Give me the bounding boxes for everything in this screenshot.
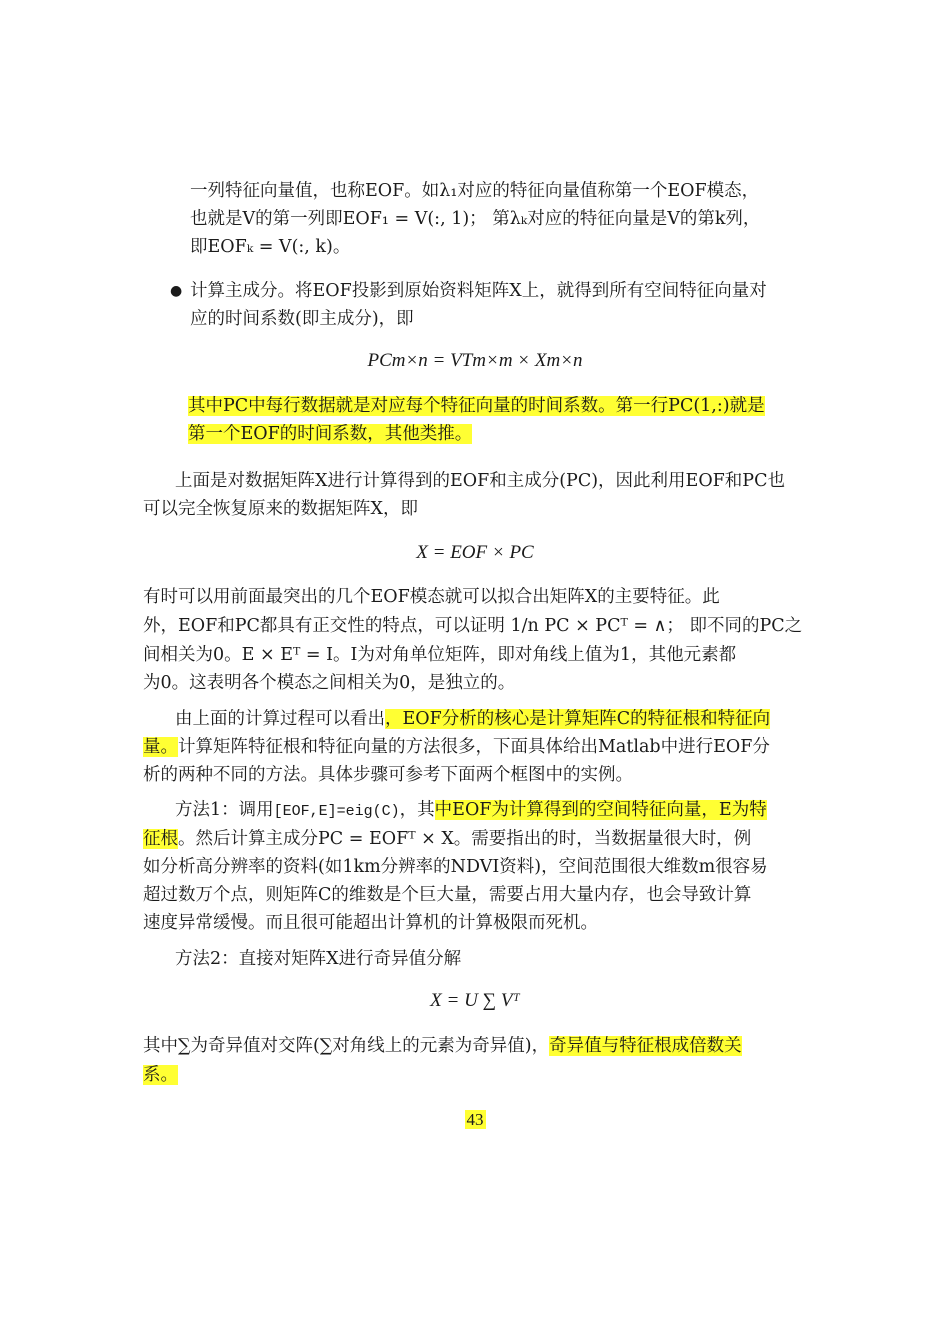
bullet-line2: 应的时间系数(即主成分)，即 xyxy=(190,309,414,329)
para2-line1: 有时可以用前面最突出的几个EOF模态就可以拟合出矩阵X的主要特征。此 xyxy=(143,587,720,607)
para2-line4: 为0。这表明各个模态之间相关为0，是独立的。 xyxy=(143,673,516,693)
method2-line3: 系。 xyxy=(143,1065,178,1085)
highlight-line1: 其中PC中每行数据就是对应每个特征向量的时间系数。第一行PC(1,:)就是 xyxy=(188,396,765,416)
block1-line1: 一列特征向量值，也称EOF。如λ₁对应的特征向量值称第一个EOF模态， xyxy=(190,181,760,201)
page-number: 43 xyxy=(466,1110,484,1129)
para3-line2: 量。计算矩阵特征根和特征向量的方法很多，下面具体给出Matlab中进行EOF分 xyxy=(143,737,770,757)
block1-line3: 即EOFₖ = V(:, k)。 xyxy=(190,237,351,257)
block1-line2: 也就是V的第一列即EOF₁ = V(:, 1)； 第λₖ对应的特征向量是V的第k列， xyxy=(190,209,761,229)
para3-line1: 由上面的计算过程可以看出，EOF分析的核心是计算矩阵C的特征根和特征向 xyxy=(175,709,771,729)
method1-line5: 速度异常缓慢。而且很可能超出计算机的计算极限而死机。 xyxy=(143,913,598,933)
para1-line2: 可以完全恢复原来的数据矩阵X，即 xyxy=(143,499,418,519)
equation-svd: X = U ∑ Vᵀ xyxy=(430,990,520,1011)
para3-line3: 析的两种不同的方法。具体步骤可参考下面两个框图中的实例。 xyxy=(143,765,633,785)
method1-line4: 超过数万个点，则矩阵C的维数是个巨大量，需要占用大量内存，也会导致计算 xyxy=(143,885,752,905)
method1-line3: 如分析高分辨率的资料(如1km分辨率的NDVI资料)，空间范围很大维数m很容易 xyxy=(143,857,768,877)
bullet-icon: ● xyxy=(170,283,183,299)
para1-line1: 上面是对数据矩阵X进行计算得到的EOF和主成分(PC)，因此利用EOF和PC也 xyxy=(175,471,785,491)
para2-line3: 间相关为0。E × Eᵀ = I。I为对角单位矩阵，即对角线上值为1，其他元素都 xyxy=(143,645,737,665)
method1-line2: 征根。然后计算主成分PC = EOFᵀ × X。需要指出的时，当数据量很大时，例 xyxy=(143,829,752,849)
method2-line1: 方法2：直接对矩阵X进行奇异值分解 xyxy=(175,949,462,969)
bullet-line1: 计算主成分。将EOF投影到原始资料矩阵X上，就得到所有空间特征向量对 xyxy=(190,281,767,301)
code-snippet: [EOF,E]=eig(C) xyxy=(273,803,400,820)
para2-line2: 外，EOF和PC都具有正交性的特点，可以证明 1/n PC × PCᵀ = ∧； 即不同的PC之 xyxy=(143,616,803,636)
method1-line1: 方法1：调用[EOF,E]=eig(C)，其中EOF为计算得到的空间特征向量，E为特 xyxy=(175,800,767,820)
method2-line2: 其中∑为奇异值对交阵(∑对角线上的元素为奇异值)，奇异值与特征根成倍数关 xyxy=(143,1036,742,1056)
highlight-line2: 第一个EOF的时间系数，其他类推。 xyxy=(188,424,473,444)
equation-x-eof: X = EOF × PC xyxy=(416,542,534,563)
equation-pc: PCm×n = VTm×m × Xm×n xyxy=(367,350,583,371)
